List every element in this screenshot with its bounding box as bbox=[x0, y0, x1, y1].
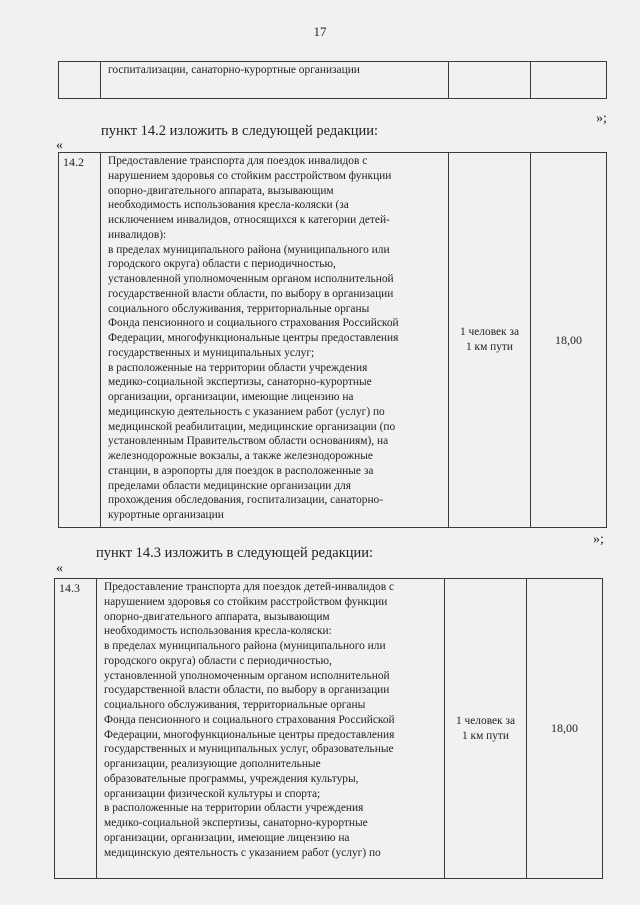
row-number: 14.2 bbox=[59, 153, 101, 528]
unit-of-measure: 1 человек за 1 км пути bbox=[449, 153, 531, 528]
opening-quote: « bbox=[56, 561, 63, 576]
price-cell bbox=[531, 62, 607, 99]
service-description: Предоставление транспорта для поездок детей-инвалидов с нарушением здоровья со стойким расстройством функции опорно-двигательного аппарата, вызывающим необходимость использования кресла-коляски: в пределах муниципального района (муниципального или городского округа) области с периодичностью, установленной уполномоченным органом исполнительной государственной власти области, по выбору в организации социального обслуживания, территориальные органы Фонда пенсионного и социального страхования Российской Федерации, многофункциональные центры предоставления государственных и муниципальных услуг, образовательные организации, реализующие дополнительные образовательные программы, учреждения культуры, организации физической культуры и спорта; в расположенные на территории области учреждения медико-социальной экспертизы, санаторно-курортные организации, организации, имеющие лицензию на медицинскую деятельность с указанием работ (услуг) по bbox=[97, 579, 445, 879]
price-value: 18,00 bbox=[531, 153, 607, 528]
opening-quote: « bbox=[56, 138, 63, 153]
closing-quote: »; bbox=[596, 111, 607, 126]
section-intro-14-3: пункт 14.3 изложить в следующей редакции: bbox=[96, 545, 374, 561]
number-cell bbox=[59, 62, 101, 99]
closing-quote: »; bbox=[593, 532, 604, 547]
section-intro-14-2: пункт 14.2 изложить в следующей редакции: bbox=[101, 123, 379, 139]
tariff-table-14-2 bbox=[58, 152, 607, 528]
prev-table bbox=[58, 61, 607, 99]
table-row bbox=[55, 579, 603, 879]
description-cell: госпитализации, санаторно-курортные организации bbox=[101, 62, 449, 99]
tariff-table-14-3 bbox=[54, 578, 603, 879]
row-number: 14.3 bbox=[55, 579, 97, 879]
unit-of-measure: 1 человек за 1 км пути bbox=[445, 579, 527, 879]
table-row bbox=[59, 153, 607, 528]
unit-cell bbox=[449, 62, 531, 99]
service-description: Предоставление транспорта для поездок инвалидов с нарушением здоровья со стойким расстройством функции опорно-двигательного аппарата, вызывающим необходимость использования кресла-коляски (за исключением инвалидов, относящихся к категории детей- инвалидов): в пределах муниципального района (муниципального или городского округа) области с периодичностью, установленной уполномоченным органом исполнительной государственной власти области, по выбору в организации социального обслуживания, территориальные органы Фонда пенсионного и социального страхования Российской Федерации, многофункциональные центры предоставления государственных и муниципальных услуг; в расположенные на территории области учреждения медико-социальной экспертизы, санаторно-курортные организации, организации, имеющие лицензию на медицинскую деятельность с указанием работ (услуг) по медицинской реабилитации, медицинские организации (по установленным Правительством области основаниям), на железнодорожные вокзалы, а также железнодорожные станции, в аэропорты для поездок в расположенные за пределами области медицинские организации для прохождения обследования, госпитализации, санаторно- курортные организации bbox=[101, 153, 449, 528]
price-value: 18,00 bbox=[527, 579, 603, 879]
page-number: 17 bbox=[313, 24, 327, 39]
